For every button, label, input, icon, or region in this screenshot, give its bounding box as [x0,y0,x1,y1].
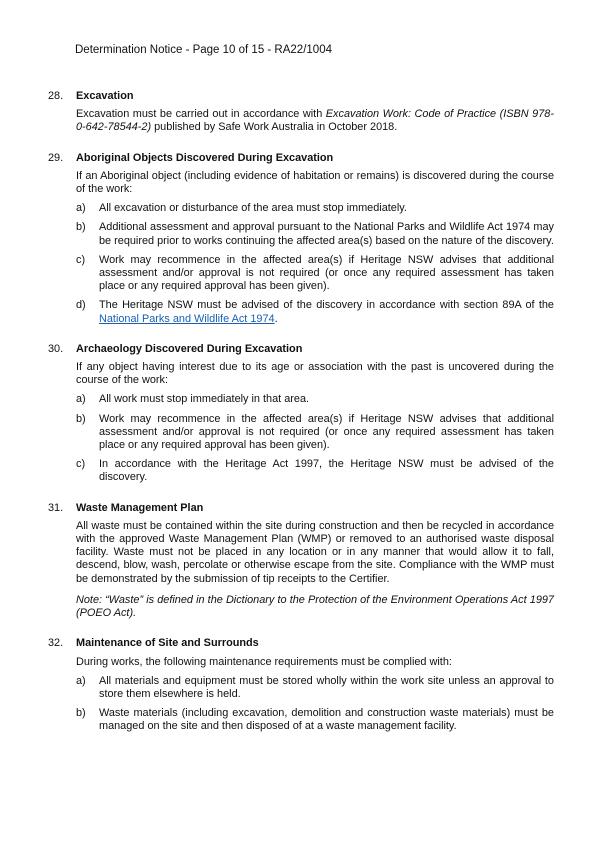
condition-30 [48,343,554,485]
condition-number: 30. [48,342,64,355]
npw-act-link[interactable]: National Parks and Wildlife Act 1974 [99,312,275,325]
condition-text: Excavation must be carried out in accordance with Excavation Work: Code of Practice (ISBN 978-0-642-78544-2) published by Safe Work Australia in October 2018. [76,108,554,134]
condition-number: 31. [48,501,64,514]
condition-31 [48,502,554,621]
list-item: b) Additional assessment and approval pursuant to the National Parks and Wildlife Act 1974 may be required prior to works continuing the affected area(s) based on the nature of the discovery. [76,221,554,247]
condition-text: All waste must be contained within the site during construction and then be recycled in accordance with the approved Waste Management Plan (WMP) or removed to an authorised waste disposal facility. Waste must not be placed in any location or in any manner that would allow it to fall, descend, blow, wash, percolate or otherwise escape from the site. Compliance with the WMP must be demonstrated by the submission of tip receipts to the Certifier. [76,519,554,585]
condition-title: Maintenance of Site and Surrounds [76,637,259,650]
condition-title: Aboriginal Objects Discovered During Excavation [76,151,334,164]
condition-heading [48,637,554,650]
condition-heading [48,343,554,356]
condition-note: Note: “Waste” is defined in the Dictionary to the Protection of the Environment Operations Act 1997 (POEO Act). [76,593,554,620]
condition-intro: If an Aboriginal object (including evidence of habitation or remains) is discovered during the course of the work: [76,169,554,196]
list-item: d) The Heritage NSW must be advised of the discovery in accordance with section 89A of the National Parks and Wildlife Act 1974. [76,299,554,325]
condition-title: Archaeology Discovered During Excavation [76,342,303,355]
list-item: b) Waste materials (including excavation, demolition and construction waste materials) must be managed on the site and then disposed of at a waste management facility. [76,707,554,733]
page-header: Determination Notice - Page 10 of 15 - RA22/1004 [75,44,332,56]
list-item: a) All materials and equipment must be stored wholly within the work site unless an approval to store them elsewhere is held. [76,674,554,700]
code-of-practice-title: Excavation Work: Code of Practice (ISBN 978-0-642-78544-2) [76,108,554,134]
condition-28 [48,90,554,135]
list-item: b) Work may recommence in the affected area(s) if Heritage NSW advises that additional assessment and/or approval is not required (or once any required assessment has taken place or any required approval has been given). [76,412,554,452]
condition-title: Waste Management Plan [76,501,204,514]
list-item: a) All excavation or disturbance of the area must stop immediately. [76,202,407,215]
condition-heading [48,90,554,103]
condition-32 [48,637,554,733]
list-item: c) In accordance with the Heritage Act 1997, the Heritage NSW must be advised of the discovery. [76,458,554,484]
condition-29 [48,152,554,326]
list-item: c) Work may recommence in the affected area(s) if Heritage NSW advises that additional assessment and/or approval is not required (or once any required assessment has taken place or any required approval has been given). [76,253,554,293]
document-body [48,90,554,751]
condition-heading [48,502,554,515]
condition-number: 32. [48,637,64,650]
condition-number: 28. [48,90,64,102]
condition-number: 29. [48,151,64,164]
condition-title: Excavation [76,90,134,102]
condition-heading [48,152,554,165]
condition-intro: During works, the following maintenance requirements must be complied with: [76,655,452,668]
list-item: a) All work must stop immediately in that area. [76,393,310,406]
condition-intro: If any object having interest due to its age or association with the past is uncovered during the course of the work: [76,361,554,387]
